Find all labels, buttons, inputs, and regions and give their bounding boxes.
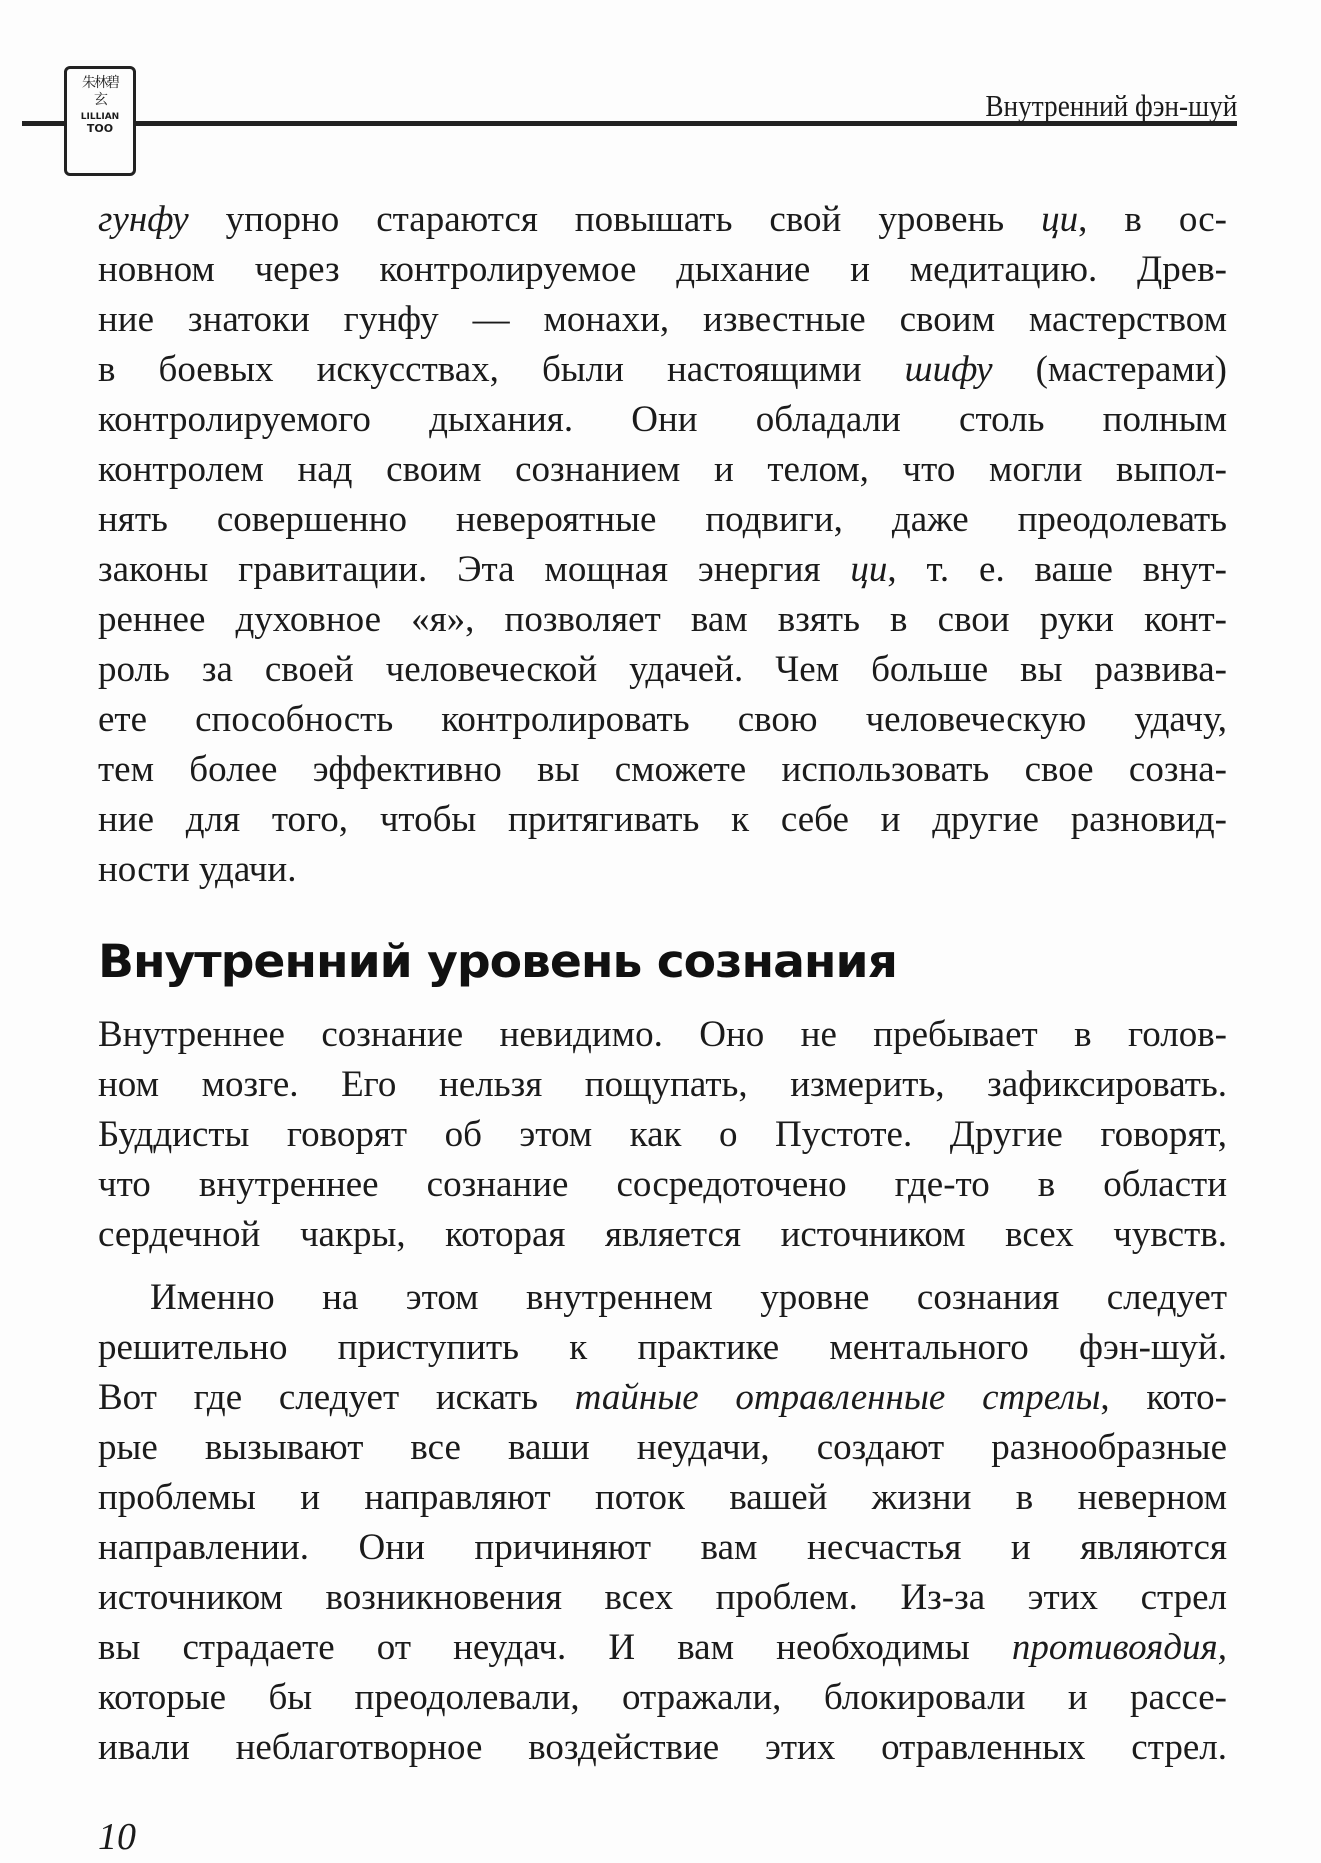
text-line [98,545,1227,595]
text-segment: в боевых искусствах, были настоящими [98,349,905,390]
text-line [98,1523,1227,1573]
text-segment: Именно на этом внутреннем уровне сознания следует [150,1277,1227,1318]
text-segment: , кото- [1100,1377,1227,1418]
italic-term: тайные отравленные стрелы [574,1377,1101,1418]
text-line [98,395,1227,445]
text-segment: источником возникновения всех проблем. Из-за этих стрел [98,1577,1227,1618]
text-line [98,1373,1227,1423]
text-line [98,1673,1227,1723]
text-line [98,495,1227,545]
text-line [98,1160,1227,1210]
text-line [98,1423,1227,1473]
text-line [98,795,1227,845]
text-line [98,445,1227,495]
text-line [98,1473,1227,1523]
text-segment: вы страдаете от неудач. И вам необходимы [98,1627,1012,1668]
text-segment: упорно стараются повышать свой уровень [188,199,1042,240]
text-segment: законы гравитации. Эта мощная энергия [98,549,851,590]
text-line [98,745,1227,795]
text-segment: тем более эффективно вы сможете использовать свое созна- [98,749,1227,790]
paragraph [98,1273,1227,1773]
section-heading: Внутренний уровень сознания [98,935,897,988]
text-segment: сердечной чакры, которая является источником всех чувств. [98,1214,1227,1255]
text-segment: ние знатоки гунфу — монахи, известные своим мастерством [98,299,1227,340]
text-segment: , в ос- [1078,199,1227,240]
italic-term: гунфу [98,199,189,240]
text-line [98,1623,1227,1673]
text-segment: ности удачи. [98,849,297,890]
text-segment: проблемы и направляют поток вашей жизни в неверном [98,1477,1227,1518]
text-line [98,1723,1227,1773]
logo-chinese-characters: 朱林碧玄 [82,75,118,108]
italic-term: шифу [904,349,993,390]
text-line [98,645,1227,695]
text-segment: нять совершенно невероятные подвиги, даже преодолевать [98,499,1227,540]
text-segment: роль за своей человеческой удачей. Чем больше вы развива- [98,649,1227,690]
running-header-title: Внутренний фэн-шуй [985,88,1237,123]
italic-term: ци [1041,199,1079,240]
paragraph [98,1010,1227,1260]
body-text-after-heading [98,1010,1227,1773]
text-segment: контролем над своим сознанием и телом, что могли выпол- [98,449,1227,490]
text-segment: Вот где следует искать [98,1377,575,1418]
text-segment: контролируемого дыхания. Они обладали столь полным [98,399,1227,440]
text-line [98,1010,1227,1060]
italic-term: ци [850,549,888,590]
text-segment: Внутреннее сознание невидимо. Оно не пребывает в голов- [98,1014,1227,1055]
text-segment: , т. е. ваше внут- [887,549,1228,590]
text-segment: которые бы преодолевали, отражали, блокировали и рассе- [98,1677,1227,1718]
text-line [98,195,1227,245]
text-segment: решительно приступить к практике ментального фэн-шуй. [98,1327,1227,1368]
body-text-before-heading [98,195,1227,895]
text-segment: направлении. Они причиняют вам несчастья и являются [98,1527,1227,1568]
text-line [98,695,1227,745]
text-segment: что внутреннее сознание сосредоточено где-то в области [98,1164,1227,1205]
logo-text-line2: TOO [86,122,114,135]
text-segment: ивали неблаготворное воздействие этих отравленных стрел. [98,1727,1227,1768]
text-segment: новном через контролируемое дыхание и медитацию. Древ- [98,249,1227,290]
author-logo-seal [64,66,136,176]
page-number: 10 [98,1816,136,1858]
text-line [98,345,1227,395]
text-segment: ном мозге. Его нельзя пощупать, измерить, зафиксировать. [98,1064,1227,1105]
text-line [98,1060,1227,1110]
text-line [98,1573,1227,1623]
text-segment: Буддисты говорят об этом как о Пустоте. Другие говорят, [98,1114,1227,1155]
text-segment: реннее духовное «я», позволяет вам взять в свои руки конт- [98,599,1227,640]
text-line [98,1210,1227,1260]
paragraph [98,195,1227,895]
logo-text-line1: LILLIAN [80,112,120,122]
text-line [98,1110,1227,1160]
text-line [98,295,1227,345]
text-line [98,245,1227,295]
italic-term: противоядия, [1011,1627,1227,1668]
text-line [98,1273,1227,1323]
text-line [98,1323,1227,1373]
text-line [98,595,1227,645]
text-segment: ете способность контролировать свою человеческую удачу, [98,699,1227,740]
text-segment: (мастерами) [992,349,1227,390]
text-segment: рые вызывают все ваши неудачи, создают разнообразные [98,1427,1227,1468]
text-line [98,845,1227,895]
text-segment: ние для того, чтобы притягивать к себе и другие разновид- [98,799,1227,840]
